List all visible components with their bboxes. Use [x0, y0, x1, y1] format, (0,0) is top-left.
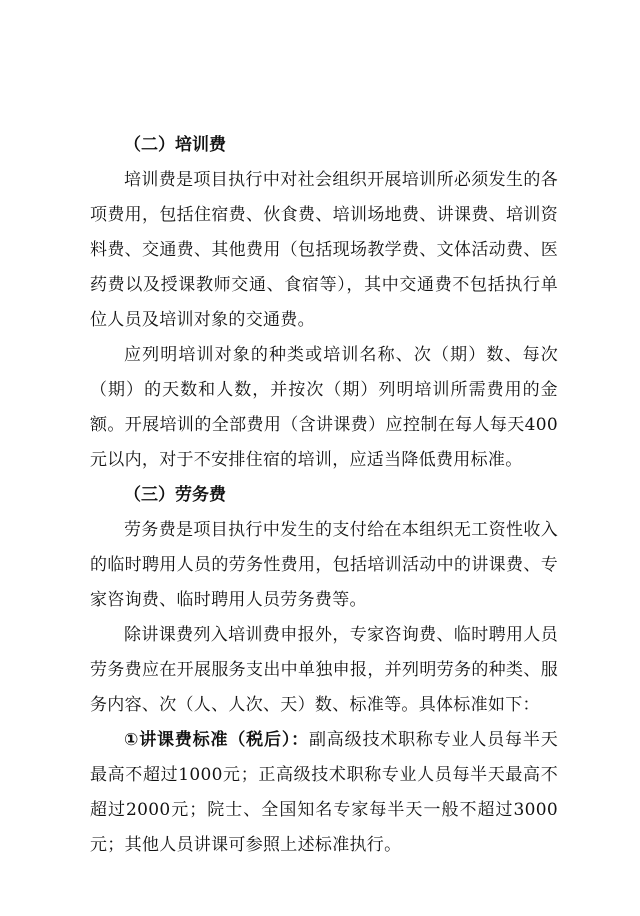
- section-heading-labor-fee: （三）劳务费: [124, 485, 226, 505]
- section-heading-training-fee: （二）培训费: [124, 135, 226, 155]
- lecture-fee-standard-text: 副高级技术职称专业人员每半天最高不超过1000元；正高级技术职称专业人员每半天最高不超过2000元；院士、全国知名专家每半天一般不超过3000元；其他人员讲课可参照上述标准执行。: [90, 730, 558, 855]
- lecture-fee-standard-lead: ①讲课费标准（税后）：: [124, 730, 309, 750]
- training-fee-requirements: 应列明培训对象的种类或培训名称、次（期）数、每次（期）的天数和人数，并按次（期）列明培训所需费用的金额。开展培训的全部费用（含讲课费）应控制在每人每天400元以内，对于不安排住宿的培训，应适当降低费用标准。: [90, 345, 558, 470]
- lecture-fee-standard: [90, 723, 558, 863]
- labor-fee-definition: 劳务费是项目执行中发生的支付给在本组织无工资性收入的临时聘用人员的劳务性费用，包括培训活动中的讲课费、专家咨询费、临时聘用人员劳务费等。: [90, 520, 558, 610]
- labor-fee-requirements: 除讲课费列入培训费申报外，专家咨询费、临时聘用人员劳务费应在开展服务支出中单独申报，并列明劳务的种类、服务内容、次（人、人次、天）数、标准等。具体标准如下：: [90, 625, 558, 715]
- document-body: [90, 128, 558, 863]
- training-fee-definition: 培训费是项目执行中对社会组织开展培训所必须发生的各项费用，包括住宿费、伙食费、培训场地费、讲课费、培训资料费、交通费、其他费用（包括现场教学费、文体活动费、医药费以及授课教师交通、食宿等），其中交通费不包括执行单位人员及培训对象的交通费。: [90, 170, 558, 330]
